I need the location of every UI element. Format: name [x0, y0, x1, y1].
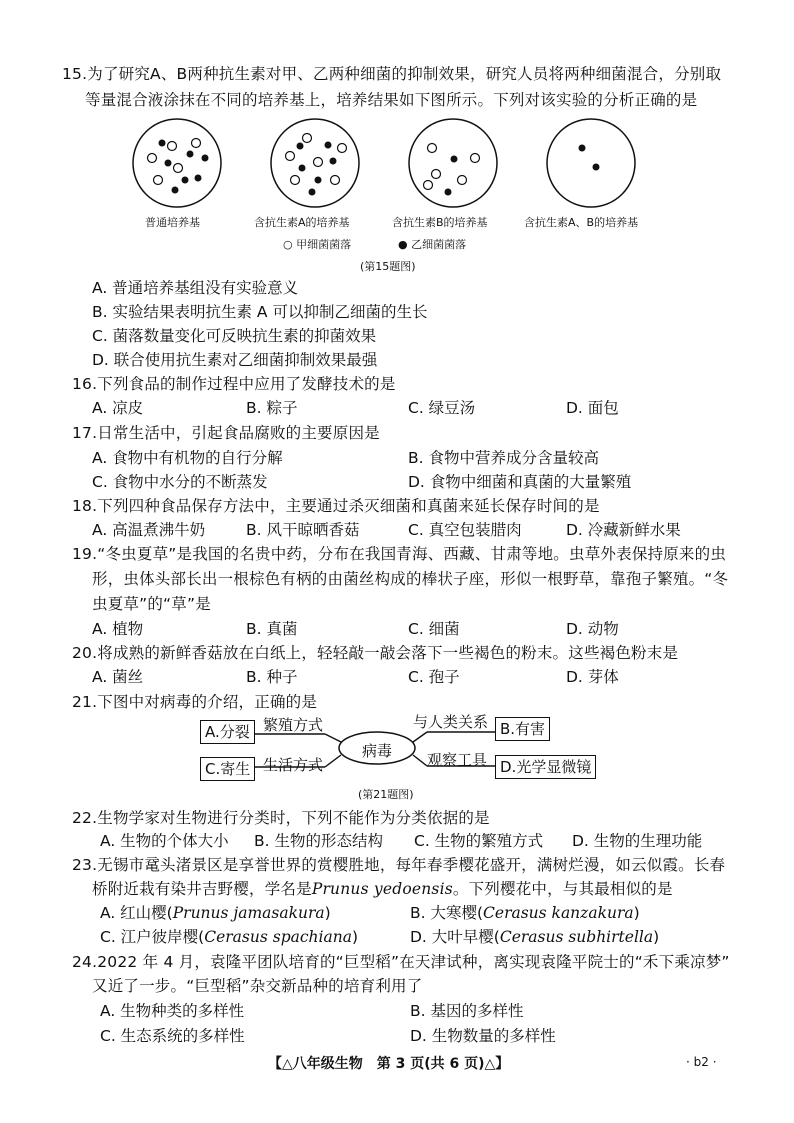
q18-option-d: D. 冷藏新鲜水果: [566, 521, 681, 539]
q24-stem-line1: 24.2022 年 4 月，袁隆平团队培育的“巨型稻”在天津试种，离实现袁隆平院士的“禾下乘凉梦”: [72, 953, 730, 971]
q20-option-d: D. 芽体: [566, 668, 619, 686]
q19-option-b: B. 真菌: [246, 620, 298, 638]
latin-name-yedoensis: Prunus yedoensis: [311, 880, 453, 898]
q22-option-b: B. 生物的形态结构: [254, 832, 383, 850]
q21-stem: 21.下图中对病毒的介绍，正确的是: [72, 693, 318, 711]
q16-stem: 16.下列食品的制作过程中应用了发酵技术的是: [72, 375, 396, 393]
q20-option-b: B. 种子: [246, 668, 298, 686]
q18-option-a: A. 高温煮沸牛奶: [92, 521, 206, 539]
petri-dish-antibiotic-b: [409, 119, 497, 207]
q23-option-a: A. 红山樱(Prunus jamasakura): [100, 904, 331, 922]
box-option-c: C.寄生: [200, 757, 255, 781]
q15-stem-line2: 等量混合液涂抹在不同的培养基上，培养结果如下图所示。下列对该实验的分析正确的是: [85, 91, 698, 109]
dish-label-antibiotic-ab: 含抗生素A、B的培养基: [524, 216, 639, 229]
q24-option-b: B. 基因的多样性: [410, 1002, 524, 1020]
q15-option-b: B. 实验结果表明抗生素 A 可以抑制乙细菌的生长: [92, 303, 428, 321]
q18-option-b: B. 风干晾晒香菇: [246, 521, 360, 539]
q22-option-a: A. 生物的个体大小: [100, 832, 229, 850]
q24-stem-line2: 又近了一步。“巨型稻”杂交新品种的培育利用了: [92, 977, 423, 995]
q16-option-d: D. 面包: [566, 399, 619, 417]
q20-option-c: C. 孢子: [408, 668, 460, 686]
q17-stem: 17.日常生活中，引起食品腐败的主要原因是: [72, 424, 380, 442]
q19-option-a: A. 植物: [92, 620, 144, 638]
colonies-antibiotic-ab: [579, 145, 600, 171]
q19-stem-line1: 19.“冬虫夏草”是我国的名贵中药，分布在我国青海、西藏、甘肃等地。虫草外表保持原来的虫: [72, 545, 727, 563]
q17-option-d: D. 食物中细菌和真菌的大量繁殖: [408, 473, 632, 491]
q17-option-b: B. 食物中营养成分含量较高: [408, 449, 599, 467]
dish-label-normal: 普通培养基: [145, 216, 200, 229]
q15-stem-line1: 15.为了研究A、B两种抗生素对甲、乙两种细菌的抑制效果，研究人员将两种细菌混合，分别取: [62, 65, 722, 83]
q15-option-d: D. 联合使用抗生素对乙细菌抑制效果最强: [92, 351, 378, 369]
branch-reproduction: 繁殖方式: [263, 716, 324, 734]
petri-dish-figure: [130, 118, 670, 213]
q17-option-c: C. 食物中水分的不断蒸发: [92, 473, 268, 491]
box-option-b: B.有害: [495, 717, 550, 741]
dish-label-antibiotic-b: 含抗生素B的培养基: [392, 216, 488, 229]
q23-option-b: B. 大寒樱(Cerasus kanzakura): [410, 904, 640, 922]
branch-observation-tool: 观察工具: [427, 751, 488, 769]
colonies-antibiotic-a: [286, 134, 347, 196]
colonies-normal: [148, 139, 209, 194]
virus-center-label: 病毒: [362, 742, 393, 760]
q22-option-c: C. 生物的繁殖方式: [414, 832, 544, 850]
q23-option-d: D. 大叶早樱(Cerasus subhirtella): [410, 928, 660, 946]
q20-stem: 20.将成熟的新鲜香菇放在白纸上，轻轻敲一敲会落下一些褐色的粉末。这些褐色粉末是: [72, 644, 679, 662]
q19-option-c: C. 细菌: [408, 620, 460, 638]
page-code: · b2 ·: [686, 1055, 717, 1069]
q24-option-c: C. 生态系统的多样性: [100, 1027, 245, 1045]
q22-stem: 22.生物学家对生物进行分类时，下列不能作为分类依据的是: [72, 809, 490, 827]
q23-stem-line2: 桥附近栽有染井吉野樱，学名是Prunus yedoensis。下列樱花中，与其最相似的是: [92, 880, 673, 898]
box-option-d: D.光学显微镜: [495, 755, 596, 779]
q16-option-b: B. 粽子: [246, 399, 298, 417]
q19-stem-line3: 虫夏草”的“草”是: [92, 595, 211, 613]
figure-caption-15: (第15题图): [360, 260, 416, 273]
dish-label-antibiotic-a: 含抗生素A的培养基: [254, 216, 350, 229]
branch-lifestyle: 生活方式: [263, 756, 324, 774]
q24-option-a: A. 生物种类的多样性: [100, 1002, 245, 1020]
legend-yi-colony: ● 乙细菌菌落: [398, 238, 467, 251]
q23-stem-line1: 23.无锡市鼋头渚景区是享誉世界的赏樱胜地，每年春季樱花盛开，满树烂漫，如云似霞。长春: [72, 856, 726, 874]
q15-option-c: C. 菌落数量变化可反映抗生素的抑菌效果: [92, 327, 377, 345]
colonies-antibiotic-b: [424, 144, 480, 196]
q16-option-a: A. 凉皮: [92, 399, 144, 417]
q20-option-a: A. 菌丝: [92, 668, 144, 686]
q24-option-d: D. 生物数量的多样性: [410, 1027, 556, 1045]
q15-option-a: A. 普通培养基组没有实验意义: [92, 279, 299, 297]
petri-dish-antibiotic-ab: [547, 119, 635, 207]
q23-option-c: C. 江户彼岸樱(Cerasus spachiana): [100, 928, 359, 946]
branch-human-relation: 与人类关系: [413, 713, 489, 731]
figure-caption-21: (第21题图): [358, 788, 414, 801]
q18-option-c: C. 真空包装腊肉: [408, 521, 522, 539]
q16-option-c: C. 绿豆汤: [408, 399, 476, 417]
q18-stem: 18.下列四种食品保存方法中，主要通过杀灭细菌和真菌来延长保存时间的是: [72, 497, 600, 515]
q19-option-d: D. 动物: [566, 620, 619, 638]
legend-jia-colony: ○ 甲细菌菌落: [283, 238, 352, 251]
q19-stem-line2: 形，虫体头部长出一根棕色有柄的由菌丝构成的棒状子座，形似一根野草，靠孢子繁殖。“冬: [92, 570, 729, 588]
page-footer: 【△八年级生物 第 3 页(共 6 页)△】: [268, 1056, 510, 1072]
q22-option-d: D. 生物的生理功能: [572, 832, 703, 850]
box-option-a: A.分裂: [200, 720, 255, 744]
q17-option-a: A. 食物中有机物的自行分解: [92, 449, 283, 467]
